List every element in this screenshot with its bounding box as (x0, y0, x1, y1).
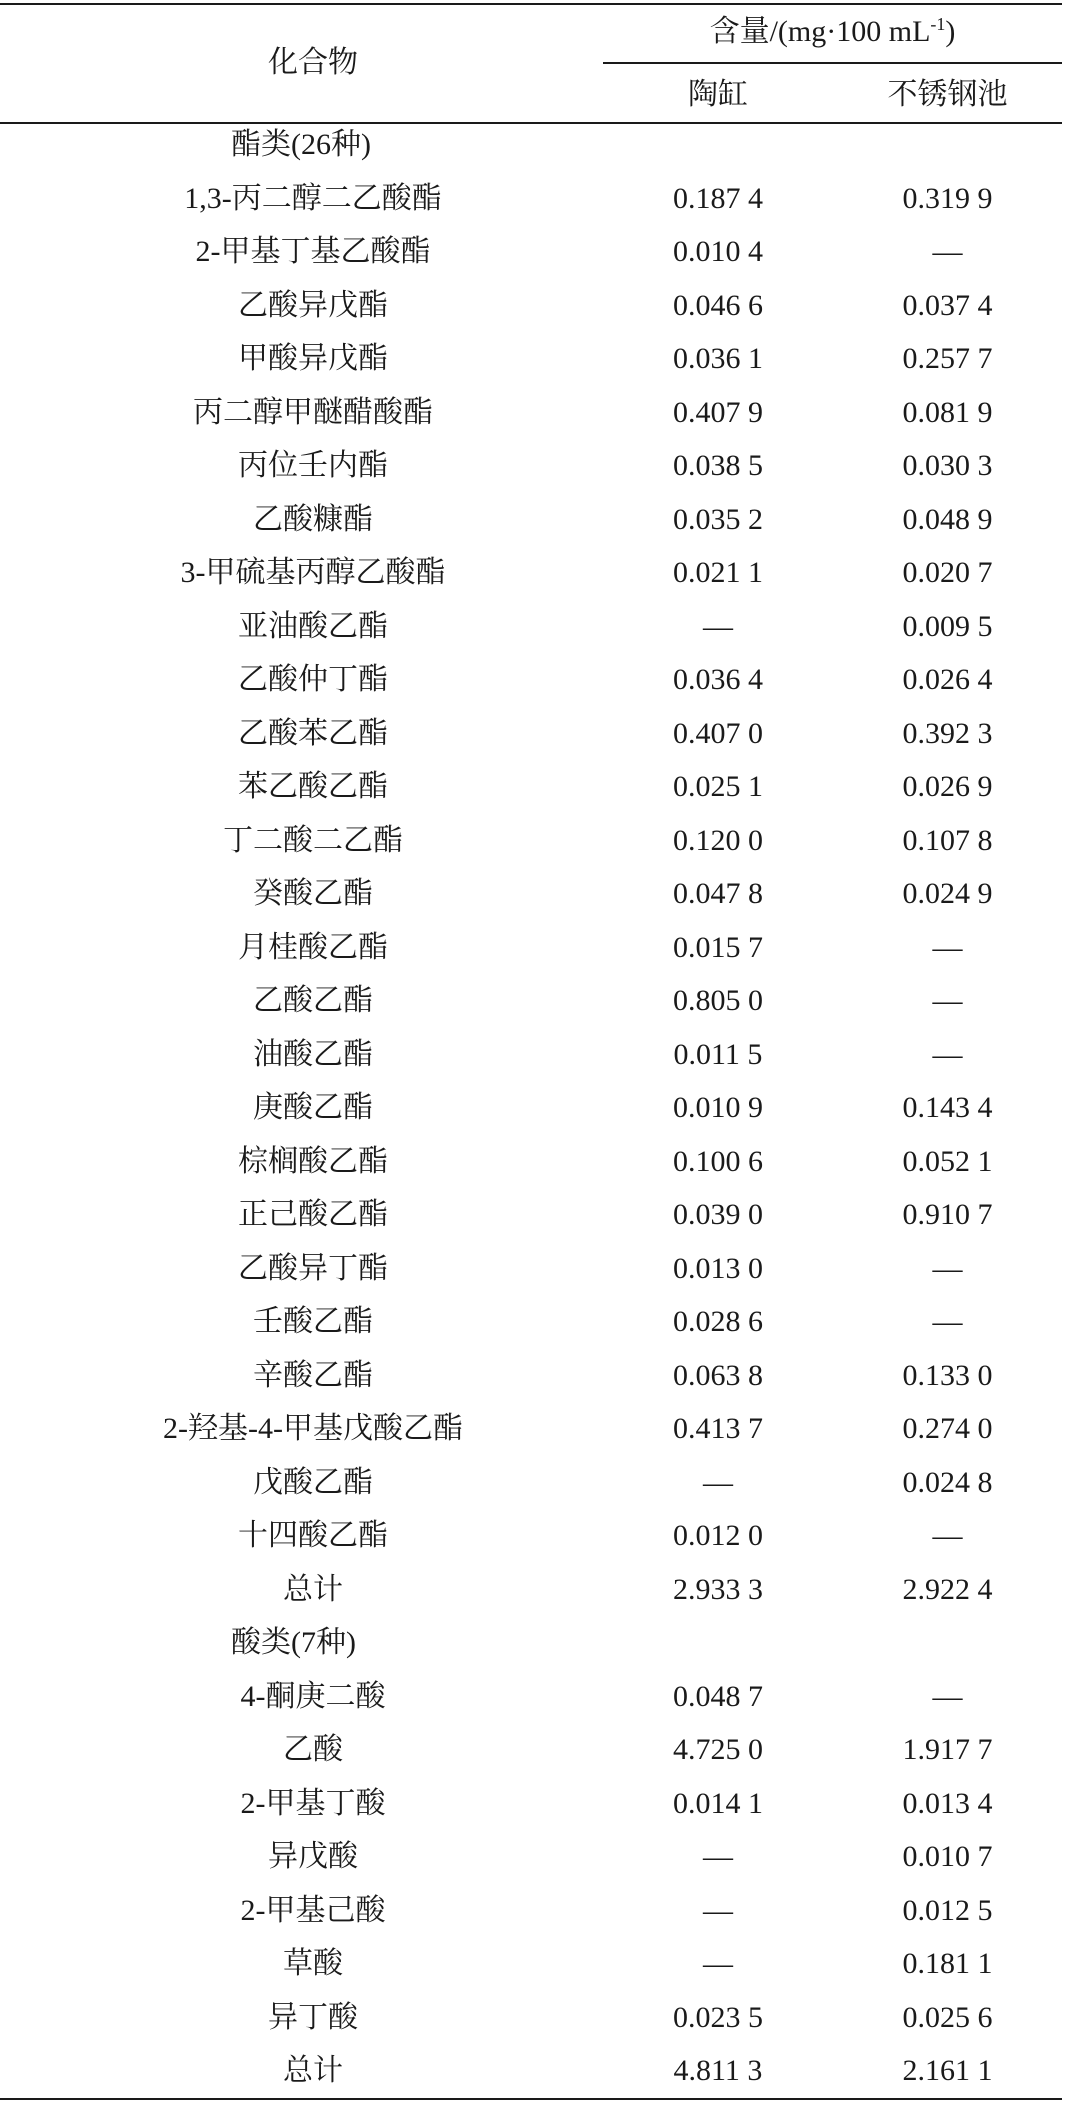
value-col-b: 0.392 3 (902, 716, 993, 750)
value-col-a: 0.036 4 (673, 663, 763, 696)
compound-name: 乙酸糠酯 (253, 502, 373, 536)
value-col-a: 0.120 0 (673, 823, 763, 857)
compound-name: 草酸 (283, 1947, 343, 1980)
value-col-b: 0.052 1 (902, 1144, 993, 1178)
value-col-a: 0.028 6 (673, 1305, 763, 1338)
value-col-a: 0.025 1 (673, 770, 763, 803)
value-col-a: 4.725 0 (673, 1733, 763, 1766)
value-col-a: 0.010 4 (673, 235, 763, 268)
value-col-b: 0.133 0 (902, 1358, 993, 1392)
compound-name: 月桂酸乙酯 (238, 930, 388, 964)
value-col-a: 0.035 2 (673, 502, 763, 536)
header-compound: 化合物 (268, 46, 358, 79)
compound-name: 戊酸乙酯 (253, 1465, 373, 1499)
value-col-a: 0.023 5 (673, 2000, 763, 2034)
value-col-b: 0.020 7 (902, 556, 993, 589)
compound-name: 3-甲硫基丙醇乙酸酯 (180, 556, 446, 589)
value-col-a: 0.038 5 (673, 449, 763, 482)
value-col-a: 0.021 1 (673, 556, 763, 589)
compound-name: 2-羟基-4-甲基戊酸乙酯 (163, 1412, 463, 1445)
value-col-a: 0.063 8 (673, 1358, 763, 1392)
value-col-b: — (932, 984, 963, 1017)
value-col-b: 0.037 4 (902, 288, 993, 322)
value-col-b: 2.161 1 (902, 2054, 993, 2087)
value-col-b: 0.257 7 (902, 342, 993, 375)
value-col-b: 0.026 9 (902, 770, 993, 803)
compound-name: 乙酸 (283, 1733, 343, 1766)
value-col-b: 0.274 0 (902, 1412, 993, 1445)
compound-name: 1,3-丙二醇二乙酸酯 (184, 181, 442, 215)
value-col-b: — (932, 1305, 963, 1338)
compound-name: 癸酸乙酯 (253, 877, 373, 910)
value-col-b: 0.030 3 (902, 449, 993, 482)
value-col-b: — (932, 930, 963, 964)
value-col-b: 0.319 9 (902, 181, 993, 215)
value-col-a: 0.413 7 (673, 1412, 763, 1445)
compound-name: 丙位壬内酯 (238, 449, 388, 482)
table-bottom-rule (0, 2098, 1062, 2100)
compound-name: 异丁酸 (268, 2000, 358, 2034)
header-col-b: 不锈钢池 (887, 78, 1008, 111)
value-col-b: — (932, 1679, 963, 1713)
value-col-b: 0.143 4 (902, 1091, 993, 1124)
value-col-b: 0.009 5 (902, 609, 993, 643)
compound-name: 异戊酸 (268, 1840, 358, 1873)
value-col-a: 0.047 8 (673, 877, 763, 910)
value-col-a: — (703, 1893, 733, 1927)
header-content-sup: -1 (930, 14, 946, 34)
compound-name: 乙酸乙酯 (253, 984, 373, 1017)
value-col-b: 0.181 1 (902, 1947, 993, 1980)
value-col-b: 0.024 8 (902, 1465, 993, 1499)
section-label: 酸类(7种) (231, 1626, 356, 1659)
compound-name: 2-甲基丁基乙酸酯 (195, 235, 431, 268)
compound-name: 辛酸乙酯 (253, 1358, 373, 1392)
compound-name: 2-甲基己酸 (240, 1893, 386, 1927)
value-col-a: 2.933 3 (673, 1572, 763, 1606)
compound-name: 乙酸异丁酯 (238, 1251, 388, 1285)
value-col-a: — (703, 1840, 733, 1873)
compound-name: 总计 (283, 1572, 343, 1606)
section-label: 酯类(26种) (231, 128, 371, 161)
compound-name: 正己酸乙酯 (238, 1198, 388, 1231)
value-col-b: — (932, 1037, 963, 1071)
compound-name: 乙酸仲丁酯 (238, 663, 388, 696)
value-col-a: 0.013 0 (673, 1251, 763, 1285)
compound-name: 十四酸乙酯 (238, 1519, 388, 1552)
value-col-a: 0.039 0 (673, 1198, 763, 1231)
compound-name: 亚油酸乙酯 (238, 609, 388, 643)
value-col-a: 0.011 5 (673, 1037, 763, 1071)
value-col-b: 0.081 9 (902, 395, 993, 429)
value-col-a: 0.187 4 (673, 181, 763, 215)
value-col-a: 0.407 0 (673, 716, 763, 750)
value-col-b: 0.013 4 (902, 1786, 993, 1820)
value-col-b: 0.026 4 (902, 663, 993, 696)
compound-name: 丁二酸二乙酯 (223, 823, 403, 857)
value-col-b: 0.012 5 (902, 1893, 993, 1927)
header-content-suffix: ) (945, 15, 956, 48)
compound-name: 总计 (283, 2054, 343, 2087)
value-col-a: 0.100 6 (673, 1144, 763, 1178)
value-col-a: — (703, 1465, 733, 1499)
value-col-a: 0.014 1 (673, 1786, 763, 1820)
value-col-b: 2.922 4 (902, 1572, 993, 1606)
value-col-a: 0.012 0 (673, 1519, 763, 1552)
value-col-a: 0.036 1 (673, 342, 763, 375)
value-col-a: — (703, 1947, 733, 1980)
value-col-b: 0.107 8 (902, 823, 993, 857)
compound-name: 苯乙酸乙酯 (238, 770, 388, 803)
compound-name: 4-酮庚二酸 (240, 1679, 386, 1713)
compound-name: 甲酸异戊酯 (238, 342, 388, 375)
compound-name: 棕榈酸乙酯 (238, 1144, 388, 1178)
value-col-a: 0.046 6 (673, 288, 763, 322)
compound-name: 油酸乙酯 (253, 1037, 373, 1071)
value-col-a: 0.010 9 (673, 1091, 763, 1124)
compound-name: 壬酸乙酯 (253, 1305, 373, 1338)
compound-name: 2-甲基丁酸 (240, 1786, 386, 1820)
value-col-b: — (932, 1251, 963, 1285)
value-col-a: 0.015 7 (673, 930, 763, 964)
value-col-b: 0.010 7 (902, 1840, 993, 1873)
compound-name: 丙二醇甲醚醋酸酯 (193, 395, 433, 429)
value-col-b: 0.025 6 (902, 2000, 993, 2034)
compound-name: 乙酸苯乙酯 (238, 716, 388, 750)
compound-name: 庚酸乙酯 (253, 1091, 373, 1124)
value-col-b: 0.024 9 (902, 877, 993, 910)
value-col-b: — (932, 235, 963, 268)
header-content-prefix: 含量/(mg·100 mL (709, 15, 931, 48)
value-col-b: 1.917 7 (902, 1733, 993, 1766)
value-col-a: 0.805 0 (673, 984, 763, 1017)
value-col-b: 0.048 9 (902, 502, 993, 536)
value-col-a: 4.811 3 (673, 2054, 763, 2087)
value-col-a: — (703, 609, 733, 643)
value-col-b: — (932, 1519, 963, 1552)
header-col-a: 陶缸 (688, 78, 748, 111)
value-col-b: 0.910 7 (902, 1198, 993, 1231)
compound-name: 乙酸异戊酯 (238, 288, 388, 322)
value-col-a: 0.048 7 (673, 1679, 763, 1713)
value-col-a: 0.407 9 (673, 395, 763, 429)
